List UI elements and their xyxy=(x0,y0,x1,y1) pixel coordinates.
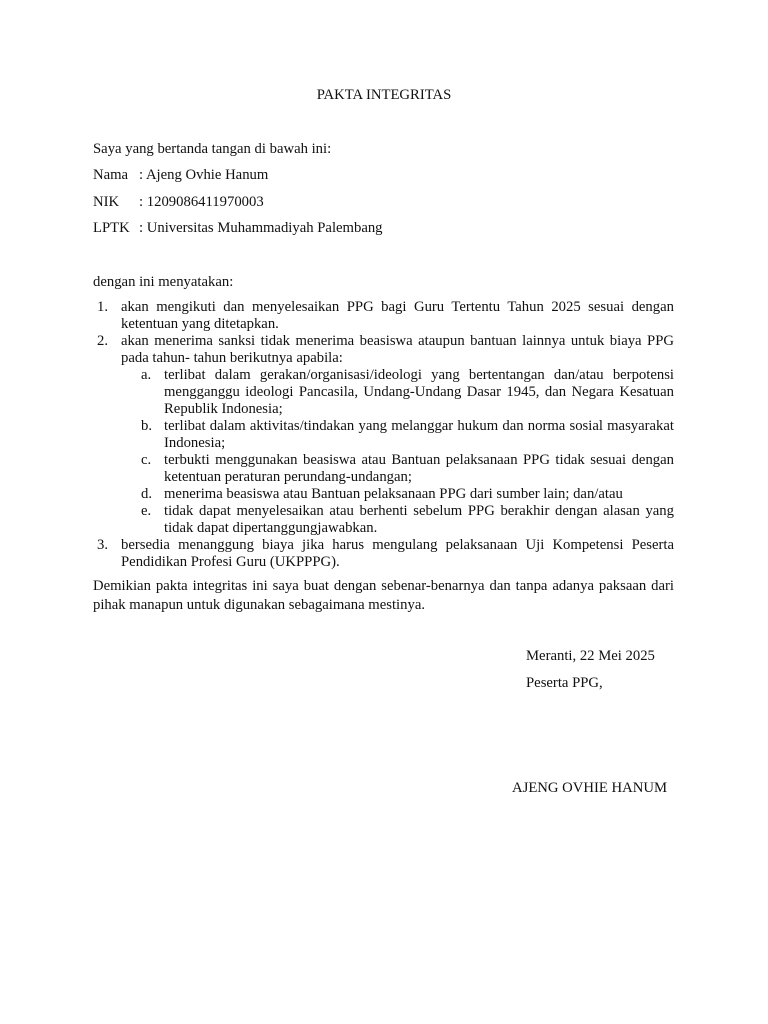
document-title: PAKTA INTEGRITAS xyxy=(316,87,452,103)
sub-item xyxy=(121,418,674,452)
sub-text: terbukti menggunakan beasiswa atau Bantuan pelaksanaan PPG tidak sesuai dengan ketentuan peraturan perundang-undangan; xyxy=(164,452,674,485)
item-text: akan menerima sanksi tidak menerima beasiswa ataupun bantuan lainnya untuk biaya PPG pada tahun- tahun berikutnya apabila: xyxy=(121,333,674,366)
sub-letter: e. xyxy=(141,503,152,519)
sub-item xyxy=(121,486,674,503)
list-item xyxy=(93,333,674,537)
signer-name: AJENG OVHIE HANUM xyxy=(512,780,668,796)
field-nama xyxy=(93,167,268,184)
sub-item xyxy=(121,452,674,486)
intro-text: Saya yang bertanda tangan di bawah ini: xyxy=(93,141,332,157)
sub-letter: c. xyxy=(141,452,152,468)
sub-letter: d. xyxy=(141,486,153,502)
sub-letter: b. xyxy=(141,418,153,434)
sub-text: terlibat dalam aktivitas/tindakan yang melanggar hukum dan norma sosial masyarakat Indonesia; xyxy=(164,418,674,451)
declaration-intro: dengan ini menyatakan: xyxy=(93,274,234,290)
field-label: LPTK xyxy=(93,220,130,236)
closing-paragraph: Demikian pakta integritas ini saya buat dengan sebenar-benarnya dan tanpa adanya paksaan dari pihak manapun untuk digunakan sebagaimana mestinya. xyxy=(93,578,674,613)
item-text: bersedia menanggung biaya jika harus mengulang pelaksanaan Uji Kompetensi Peserta Pendidikan Profesi Guru (UKPPPG). xyxy=(121,537,674,570)
declaration-list xyxy=(93,299,674,571)
sub-text: terlibat dalam gerakan/organisasi/ideologi yang bertentangan dan/atau berpotensi mengganggu ideologi Pancasila, Undang-Undang Dasar 1945, dan Negara Kesatuan Republik Indonesia; xyxy=(164,367,674,417)
sub-item xyxy=(121,367,674,418)
field-value: : Universitas Muhammadiyah Palembang xyxy=(139,220,383,236)
field-nik xyxy=(93,194,264,211)
list-item xyxy=(93,299,674,333)
item-number: 1. xyxy=(97,299,109,315)
item-text: akan mengikuti dan menyelesaikan PPG bagi Guru Tertentu Tahun 2025 sesuai dengan ketentuan yang ditetapkan. xyxy=(121,299,674,332)
signer-role: Peserta PPG, xyxy=(526,675,603,691)
field-value: : 1209086411970003 xyxy=(139,194,264,210)
field-lptk xyxy=(93,220,383,237)
field-label: NIK xyxy=(93,194,120,210)
item-number: 2. xyxy=(97,333,109,349)
field-value: : Ajeng Ovhie Hanum xyxy=(139,167,269,183)
place-date: Meranti, 22 Mei 2025 xyxy=(526,648,655,664)
sub-item xyxy=(121,503,674,537)
sub-list xyxy=(121,367,674,537)
sub-text: tidak dapat menyelesaikan atau berhenti sebelum PPG berakhir dengan alasan yang tidak dapat dipertanggungjawabkan. xyxy=(164,503,674,536)
sub-text: menerima beasiswa atau Bantuan pelaksanaan PPG dari sumber lain; dan/atau xyxy=(164,486,623,502)
sub-letter: a. xyxy=(141,367,152,383)
item-number: 3. xyxy=(97,537,109,553)
field-label: Nama xyxy=(93,167,129,183)
list-item xyxy=(93,537,674,571)
